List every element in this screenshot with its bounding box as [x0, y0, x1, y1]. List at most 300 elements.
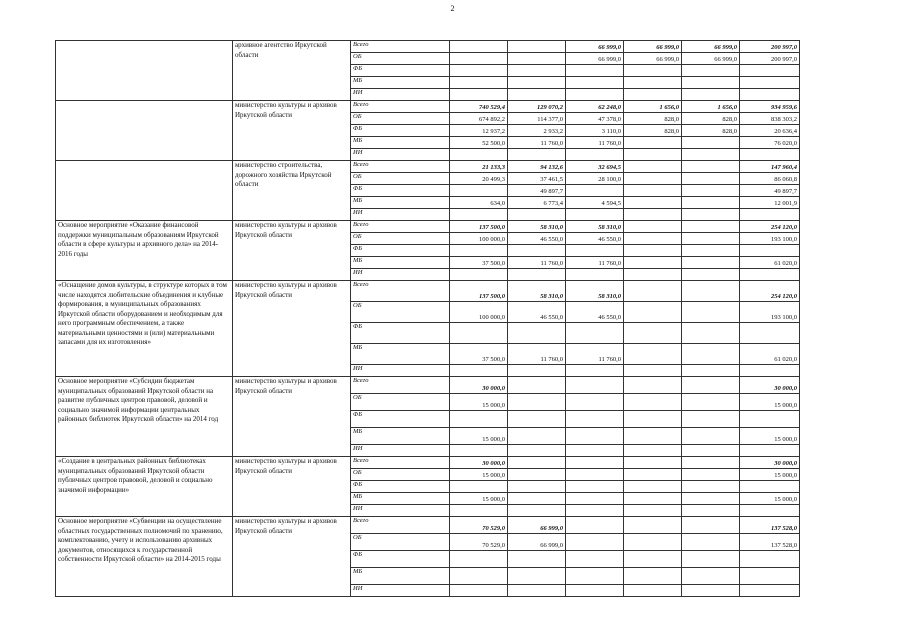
amount-cell	[450, 505, 508, 517]
amount-cell	[450, 568, 508, 585]
amount-cell	[508, 551, 566, 568]
amount-cell	[682, 302, 740, 323]
amount-cell	[508, 149, 566, 161]
amount-cell	[624, 568, 682, 585]
amount-cell	[624, 137, 682, 149]
funding-source: ФБ	[351, 551, 450, 568]
amount-cell	[566, 149, 624, 161]
amount-cell	[682, 77, 740, 89]
amount-cell: 30 000,0	[450, 377, 508, 394]
amount-cell	[566, 77, 624, 89]
amount-cell	[508, 53, 566, 65]
amount-cell	[508, 323, 566, 344]
amount-cell	[740, 269, 800, 281]
amount-cell	[682, 517, 740, 534]
amount-cell	[624, 394, 682, 411]
amount-cell	[450, 185, 508, 197]
amount-cell	[740, 149, 800, 161]
amount-cell: 30 000,0	[740, 457, 800, 469]
amount-cell: 193 100,0	[740, 233, 800, 245]
amount-cell	[566, 269, 624, 281]
amount-cell: 28 100,0	[566, 173, 624, 185]
amount-cell	[682, 185, 740, 197]
table-row	[56, 161, 800, 173]
amount-cell: 86 060,8	[740, 173, 800, 185]
amount-cell: 58 310,0	[508, 281, 566, 302]
amount-cell: 15 000,0	[450, 428, 508, 445]
funding-source: МБ	[351, 197, 450, 209]
amount-cell	[624, 411, 682, 428]
table-row	[56, 41, 800, 53]
amount-cell	[566, 185, 624, 197]
funding-source: Всего	[351, 221, 450, 233]
amount-cell: 46 550,0	[566, 302, 624, 323]
amount-cell	[450, 323, 508, 344]
funding-source: ФБ	[351, 65, 450, 77]
amount-cell	[624, 445, 682, 457]
amount-cell: 58 310,0	[508, 221, 566, 233]
amount-cell	[740, 89, 800, 101]
amount-cell	[740, 505, 800, 517]
executor-name: министерство культуры и архивов Иркутской области	[233, 281, 351, 377]
amount-cell: 76 020,0	[740, 137, 800, 149]
amount-cell	[682, 161, 740, 173]
funding-source: ФБ	[351, 411, 450, 428]
amount-cell	[740, 209, 800, 221]
amount-cell	[450, 551, 508, 568]
amount-cell	[508, 568, 566, 585]
executor-name: министерство культуры и архивов Иркутской области	[233, 377, 351, 457]
amount-cell	[682, 411, 740, 428]
amount-cell: 49 897,7	[508, 185, 566, 197]
amount-cell	[508, 245, 566, 257]
amount-cell	[682, 89, 740, 101]
amount-cell: 674 892,2	[450, 113, 508, 125]
amount-cell	[566, 568, 624, 585]
amount-cell	[450, 245, 508, 257]
amount-cell: 61 020,0	[740, 344, 800, 365]
amount-cell	[508, 89, 566, 101]
amount-cell: 200 997,0	[740, 53, 800, 65]
amount-cell: 15 000,0	[740, 428, 800, 445]
amount-cell: 70 529,0	[450, 517, 508, 534]
amount-cell: 66 999,0	[624, 41, 682, 53]
amount-cell	[682, 257, 740, 269]
page-number: 2	[450, 4, 455, 13]
amount-cell	[508, 77, 566, 89]
amount-cell	[624, 493, 682, 505]
amount-cell	[566, 481, 624, 493]
amount-cell	[450, 209, 508, 221]
table-row	[56, 517, 800, 534]
amount-cell	[682, 481, 740, 493]
amount-cell	[624, 149, 682, 161]
amount-cell	[624, 245, 682, 257]
amount-cell	[682, 551, 740, 568]
amount-cell	[624, 185, 682, 197]
amount-cell: 137 500,0	[450, 281, 508, 302]
amount-cell	[624, 551, 682, 568]
amount-cell	[740, 551, 800, 568]
amount-cell: 58 310,0	[566, 221, 624, 233]
funding-source: Всего	[351, 161, 450, 173]
amount-cell	[450, 365, 508, 377]
amount-cell: 15 000,0	[450, 394, 508, 411]
amount-cell	[508, 209, 566, 221]
amount-cell: 11 760,0	[566, 344, 624, 365]
amount-cell: 12 001,9	[740, 197, 800, 209]
amount-cell	[682, 585, 740, 597]
amount-cell	[566, 445, 624, 457]
amount-cell	[508, 394, 566, 411]
amount-cell: 15 000,0	[740, 493, 800, 505]
funding-source: Всего	[351, 377, 450, 394]
funding-source: ФБ	[351, 245, 450, 257]
amount-cell: 1 656,0	[682, 101, 740, 113]
funding-source: ИИ	[351, 209, 450, 221]
funding-source: ИИ	[351, 505, 450, 517]
amount-cell: 52 500,0	[450, 137, 508, 149]
funding-source: ОБ	[351, 469, 450, 481]
amount-cell	[624, 365, 682, 377]
amount-cell	[566, 209, 624, 221]
funding-source: МБ	[351, 428, 450, 445]
amount-cell: 30 000,0	[740, 377, 800, 394]
amount-cell: 129 070,2	[508, 101, 566, 113]
amount-cell	[624, 281, 682, 302]
amount-cell: 66 999,0	[508, 534, 566, 551]
amount-cell: 11 760,0	[566, 137, 624, 149]
funding-source: ОБ	[351, 173, 450, 185]
executor-name: министерство культуры и архивов Иркутской области	[233, 457, 351, 517]
funding-source: МБ	[351, 77, 450, 89]
amount-cell	[682, 137, 740, 149]
amount-cell	[682, 469, 740, 481]
amount-cell	[566, 534, 624, 551]
amount-cell: 828,0	[682, 113, 740, 125]
amount-cell	[682, 505, 740, 517]
amount-cell	[450, 411, 508, 428]
amount-cell	[624, 457, 682, 469]
funding-source: Всего	[351, 281, 450, 302]
amount-cell: 37 461,5	[508, 173, 566, 185]
amount-cell	[624, 428, 682, 445]
amount-cell	[624, 302, 682, 323]
amount-cell: 634,0	[450, 197, 508, 209]
amount-cell	[682, 65, 740, 77]
amount-cell: 15 000,0	[740, 394, 800, 411]
amount-cell: 137 528,0	[740, 517, 800, 534]
amount-cell	[740, 481, 800, 493]
amount-cell	[624, 517, 682, 534]
funding-source: МБ	[351, 568, 450, 585]
amount-cell	[566, 245, 624, 257]
amount-cell	[682, 568, 740, 585]
amount-cell	[624, 481, 682, 493]
amount-cell: 100 000,0	[450, 233, 508, 245]
funding-source: ОБ	[351, 534, 450, 551]
amount-cell	[740, 445, 800, 457]
amount-cell	[450, 77, 508, 89]
amount-cell	[508, 505, 566, 517]
funding-source: ИИ	[351, 89, 450, 101]
amount-cell: 147 960,4	[740, 161, 800, 173]
amount-cell	[450, 53, 508, 65]
amount-cell	[682, 365, 740, 377]
amount-cell	[682, 428, 740, 445]
amount-cell	[682, 323, 740, 344]
amount-cell	[450, 585, 508, 597]
amount-cell	[508, 481, 566, 493]
amount-cell	[450, 89, 508, 101]
amount-cell: 20 499,3	[450, 173, 508, 185]
table-row	[56, 457, 800, 469]
amount-cell	[624, 469, 682, 481]
amount-cell	[624, 323, 682, 344]
amount-cell	[566, 585, 624, 597]
amount-cell: 11 760,0	[566, 257, 624, 269]
amount-cell: 828,0	[624, 125, 682, 137]
funding-source: МБ	[351, 137, 450, 149]
amount-cell	[624, 269, 682, 281]
amount-cell: 66 999,0	[566, 53, 624, 65]
amount-cell	[682, 394, 740, 411]
amount-cell	[740, 585, 800, 597]
amount-cell	[624, 534, 682, 551]
amount-cell	[740, 568, 800, 585]
executor-name: министерство культуры и архивов Иркутской области	[233, 517, 351, 597]
amount-cell	[624, 65, 682, 77]
amount-cell	[682, 149, 740, 161]
amount-cell	[566, 89, 624, 101]
amount-cell	[508, 585, 566, 597]
amount-cell	[740, 365, 800, 377]
amount-cell	[624, 233, 682, 245]
amount-cell	[566, 469, 624, 481]
amount-cell: 828,0	[682, 125, 740, 137]
amount-cell	[740, 411, 800, 428]
funding-source: Всего	[351, 517, 450, 534]
amount-cell: 37 500,0	[450, 344, 508, 365]
amount-cell	[624, 505, 682, 517]
amount-cell	[682, 245, 740, 257]
amount-cell	[566, 394, 624, 411]
amount-cell	[508, 65, 566, 77]
amount-cell	[624, 257, 682, 269]
amount-cell	[508, 365, 566, 377]
amount-cell	[508, 469, 566, 481]
amount-cell: 254 120,0	[740, 281, 800, 302]
amount-cell: 46 550,0	[508, 302, 566, 323]
amount-cell	[740, 65, 800, 77]
amount-cell: 66 999,0	[624, 53, 682, 65]
amount-cell: 15 000,0	[450, 469, 508, 481]
amount-cell	[740, 77, 800, 89]
amount-cell: 4 594,5	[566, 197, 624, 209]
amount-cell: 740 529,4	[450, 101, 508, 113]
amount-cell: 100 000,0	[450, 302, 508, 323]
amount-cell: 838 303,2	[740, 113, 800, 125]
funding-source: МБ	[351, 257, 450, 269]
measure-description: Основное мероприятие «Субсидии бюджетам муниципальных образований Иркутской области на развитие публичных центров правовой, деловой и социально значимой информации центральных районных библиотек Иркутской области» на 2014 год	[56, 377, 233, 457]
table-row	[56, 377, 800, 394]
amount-cell: 62 248,0	[566, 101, 624, 113]
amount-cell: 11 760,0	[508, 257, 566, 269]
funding-source: ФБ	[351, 323, 450, 344]
amount-cell	[450, 269, 508, 281]
executor-name: архивное агентство Иркутской области	[233, 41, 351, 101]
amount-cell	[566, 323, 624, 344]
funding-source: ФБ	[351, 185, 450, 197]
amount-cell	[682, 534, 740, 551]
amount-cell	[740, 245, 800, 257]
amount-cell	[508, 411, 566, 428]
amount-cell	[682, 344, 740, 365]
measure-description: «Оснащение домов культуры, в структуре которых в том числе находятся любительские объединения и клубные формирования, в муниципальных образованиях Иркутской области оборудованием и необходимым для него программным обеспечением, а также материальными ценностями и (или) материальными запасами для их изготовления»	[56, 281, 233, 377]
executor-name: министерство культуры и архивов Иркутской области	[233, 221, 351, 281]
budget-table	[55, 40, 800, 597]
amount-cell	[566, 377, 624, 394]
amount-cell: 114 377,0	[508, 113, 566, 125]
measure-description: «Создание в центральных районных библиотеках муниципальных образований Иркутской области публичных центров правовой, деловой и социально значимой информации»	[56, 457, 233, 517]
amount-cell	[508, 41, 566, 53]
amount-cell	[624, 344, 682, 365]
table-row	[56, 281, 800, 302]
amount-cell: 137 528,0	[740, 534, 800, 551]
funding-source: ФБ	[351, 125, 450, 137]
amount-cell	[450, 481, 508, 493]
amount-cell: 6 773,4	[508, 197, 566, 209]
amount-cell: 1 656,0	[624, 101, 682, 113]
amount-cell	[566, 505, 624, 517]
amount-cell	[566, 551, 624, 568]
funding-source: Всего	[351, 457, 450, 469]
amount-cell	[566, 517, 624, 534]
amount-cell: 15 000,0	[740, 469, 800, 481]
funding-source: ИИ	[351, 585, 450, 597]
amount-cell: 46 550,0	[508, 233, 566, 245]
amount-cell	[682, 281, 740, 302]
funding-source: ИИ	[351, 149, 450, 161]
amount-cell: 828,0	[624, 113, 682, 125]
amount-cell: 66 999,0	[508, 517, 566, 534]
amount-cell	[682, 173, 740, 185]
table-row	[56, 101, 800, 113]
amount-cell: 32 694,5	[566, 161, 624, 173]
amount-cell	[624, 585, 682, 597]
measure-description: Основное мероприятие «Субвенции на осуществление областных государственных полномочий по хранению, комплектованию, учету и использованию архивных документов, относящихся к государственной собственности Иркутской области» на 2014-2015 годы	[56, 517, 233, 597]
table-row	[56, 221, 800, 233]
amount-cell	[450, 41, 508, 53]
funding-source: ОБ	[351, 302, 450, 323]
amount-cell	[682, 377, 740, 394]
amount-cell	[624, 209, 682, 221]
executor-name: министерство строительства, дорожного хозяйства Иркутской области	[233, 161, 351, 221]
amount-cell	[508, 445, 566, 457]
amount-cell: 66 999,0	[682, 41, 740, 53]
amount-cell: 66 999,0	[682, 53, 740, 65]
amount-cell: 137 500,0	[450, 221, 508, 233]
measure-description	[56, 161, 233, 221]
amount-cell: 30 000,0	[450, 457, 508, 469]
amount-cell	[624, 197, 682, 209]
amount-cell: 934 959,6	[740, 101, 800, 113]
measure-description	[56, 41, 233, 101]
amount-cell	[624, 77, 682, 89]
amount-cell	[566, 493, 624, 505]
amount-cell: 61 020,0	[740, 257, 800, 269]
measure-description: Основное мероприятие «Оказание финансовой поддержки муниципальным образованиям Иркутской области в сфере культуры и архивного дела» на 2014-2016 годы	[56, 221, 233, 281]
amount-cell	[566, 411, 624, 428]
funding-source: ИИ	[351, 269, 450, 281]
amount-cell: 15 000,0	[450, 493, 508, 505]
funding-source: МБ	[351, 493, 450, 505]
amount-cell	[682, 445, 740, 457]
amount-cell: 21 133,3	[450, 161, 508, 173]
executor-name: министерство культуры и архивов Иркутской области	[233, 101, 351, 161]
amount-cell	[682, 197, 740, 209]
amount-cell	[450, 65, 508, 77]
amount-cell	[508, 269, 566, 281]
amount-cell	[566, 65, 624, 77]
amount-cell	[682, 457, 740, 469]
amount-cell	[508, 428, 566, 445]
amount-cell: 49 897,7	[740, 185, 800, 197]
amount-cell	[508, 493, 566, 505]
amount-cell	[624, 89, 682, 101]
funding-source: ИИ	[351, 365, 450, 377]
amount-cell: 2 933,2	[508, 125, 566, 137]
funding-source: ОБ	[351, 394, 450, 411]
amount-cell	[508, 457, 566, 469]
funding-source: ФБ	[351, 481, 450, 493]
amount-cell	[566, 457, 624, 469]
amount-cell: 193 100,0	[740, 302, 800, 323]
amount-cell	[682, 269, 740, 281]
amount-cell	[624, 161, 682, 173]
amount-cell	[740, 323, 800, 344]
amount-cell	[624, 377, 682, 394]
amount-cell: 12 937,2	[450, 125, 508, 137]
amount-cell: 20 636,4	[740, 125, 800, 137]
amount-cell	[450, 445, 508, 457]
amount-cell: 254 120,0	[740, 221, 800, 233]
amount-cell	[682, 233, 740, 245]
amount-cell: 11 760,0	[508, 137, 566, 149]
amount-cell: 47 378,0	[566, 113, 624, 125]
amount-cell	[682, 221, 740, 233]
amount-cell	[682, 209, 740, 221]
amount-cell	[450, 149, 508, 161]
amount-cell	[566, 428, 624, 445]
funding-source: Всего	[351, 41, 450, 53]
amount-cell: 11 760,0	[508, 344, 566, 365]
amount-cell	[508, 377, 566, 394]
amount-cell	[682, 493, 740, 505]
amount-cell: 94 132,6	[508, 161, 566, 173]
amount-cell: 66 999,0	[566, 41, 624, 53]
amount-cell: 3 110,0	[566, 125, 624, 137]
funding-source: ОБ	[351, 113, 450, 125]
measure-description	[56, 101, 233, 161]
amount-cell: 200 997,0	[740, 41, 800, 53]
funding-source: ОБ	[351, 233, 450, 245]
amount-cell: 46 550,0	[566, 233, 624, 245]
funding-source: ИИ	[351, 445, 450, 457]
funding-source: Всего	[351, 101, 450, 113]
funding-source: МБ	[351, 344, 450, 365]
amount-cell: 37 500,0	[450, 257, 508, 269]
